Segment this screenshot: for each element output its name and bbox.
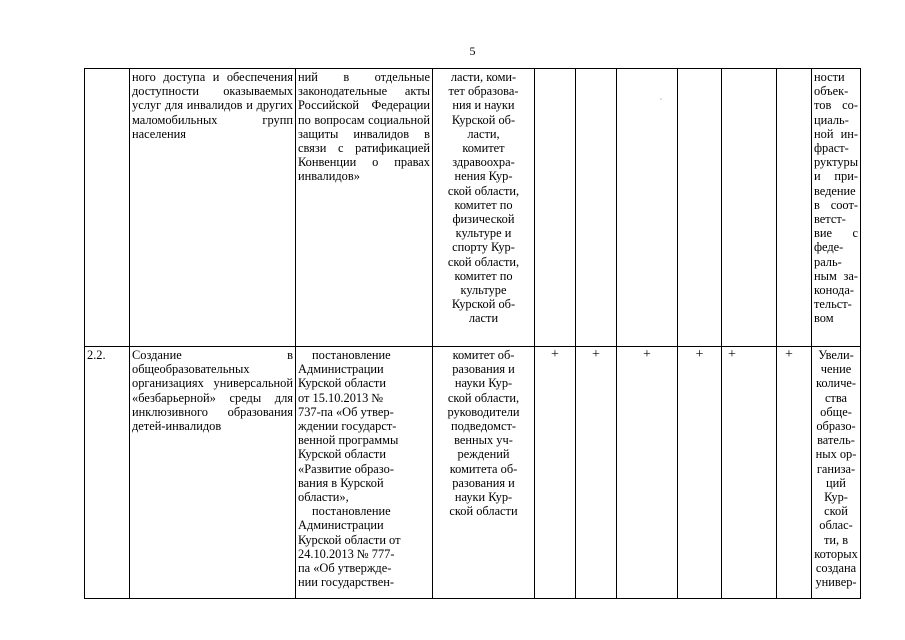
year-mark-cell (576, 69, 617, 347)
table-row (85, 69, 861, 347)
year-mark-cell (722, 69, 777, 347)
scan-dot: · (659, 95, 663, 104)
expected-result-cell: Увели- чение количе- ства обще- образо- ватель- ных ор- ганиза- ций Кур- ской облас- ти, в которых создана универ- (812, 347, 861, 599)
expected-result-cell: ности объек- тов со- циаль- ной ин- фраст- руктуры и при- ведение в соот- ветст- вие с феде- раль- ным за- конода- тельст- вом (812, 69, 861, 347)
year-mark-cell: + (617, 347, 678, 599)
year-mark-cell (617, 69, 678, 347)
year-mark-cell (777, 69, 812, 347)
activity-title-cell: Создание в общеобразовательных организациях универсальной «безбарьерной» среды для инклюзивного образования детей-инвалидов (130, 347, 296, 599)
activities-table (84, 68, 861, 599)
row-number: 2.2. (85, 347, 130, 599)
year-mark-cell: + (777, 347, 812, 599)
year-mark-cell: + (722, 347, 777, 599)
year-mark-cell (678, 69, 722, 347)
activity-title-cell: ного доступа и обеспечения доступности оказываемых услуг для инвалидов и других маломобильных групп населения (130, 69, 296, 347)
legal-basis-cell: постановление Администрации Курской области от 15.10.2013 № 737-па «Об утвер- ждении государст- венной программы Курской области «Развитие образо- вания в Курской области», постановление Администрации Курской области от 24.10.2013 № 777- па «Об утвержде- нии государствен- (296, 347, 433, 599)
year-mark-cell: + (678, 347, 722, 599)
year-mark-cell: + (576, 347, 617, 599)
legal-basis-cell: ний в отдельные законодательные акты Российской Федерации по вопросам социальной защиты инвалидов в связи с ратификацией Конвенции о правах инвалидов» (296, 69, 433, 347)
year-mark-cell (535, 69, 576, 347)
row-number (85, 69, 130, 347)
table-row (85, 347, 861, 599)
page-number: 5 (469, 44, 476, 58)
executor-cell: ласти, коми- тет образова- ния и науки Курской об- ласти, комитет здравоохра- нения Кур- ской области, комитет по физической культуре и спорту Кур- ской области, комитет по культуре Курской об- ласти (433, 69, 535, 347)
year-mark-cell: + (535, 347, 576, 599)
executor-cell: комитет об- разования и науки Кур- ской области, руководители подведомст- венных уч- реждений комитета об- разования и науки Кур- ской области (433, 347, 535, 599)
